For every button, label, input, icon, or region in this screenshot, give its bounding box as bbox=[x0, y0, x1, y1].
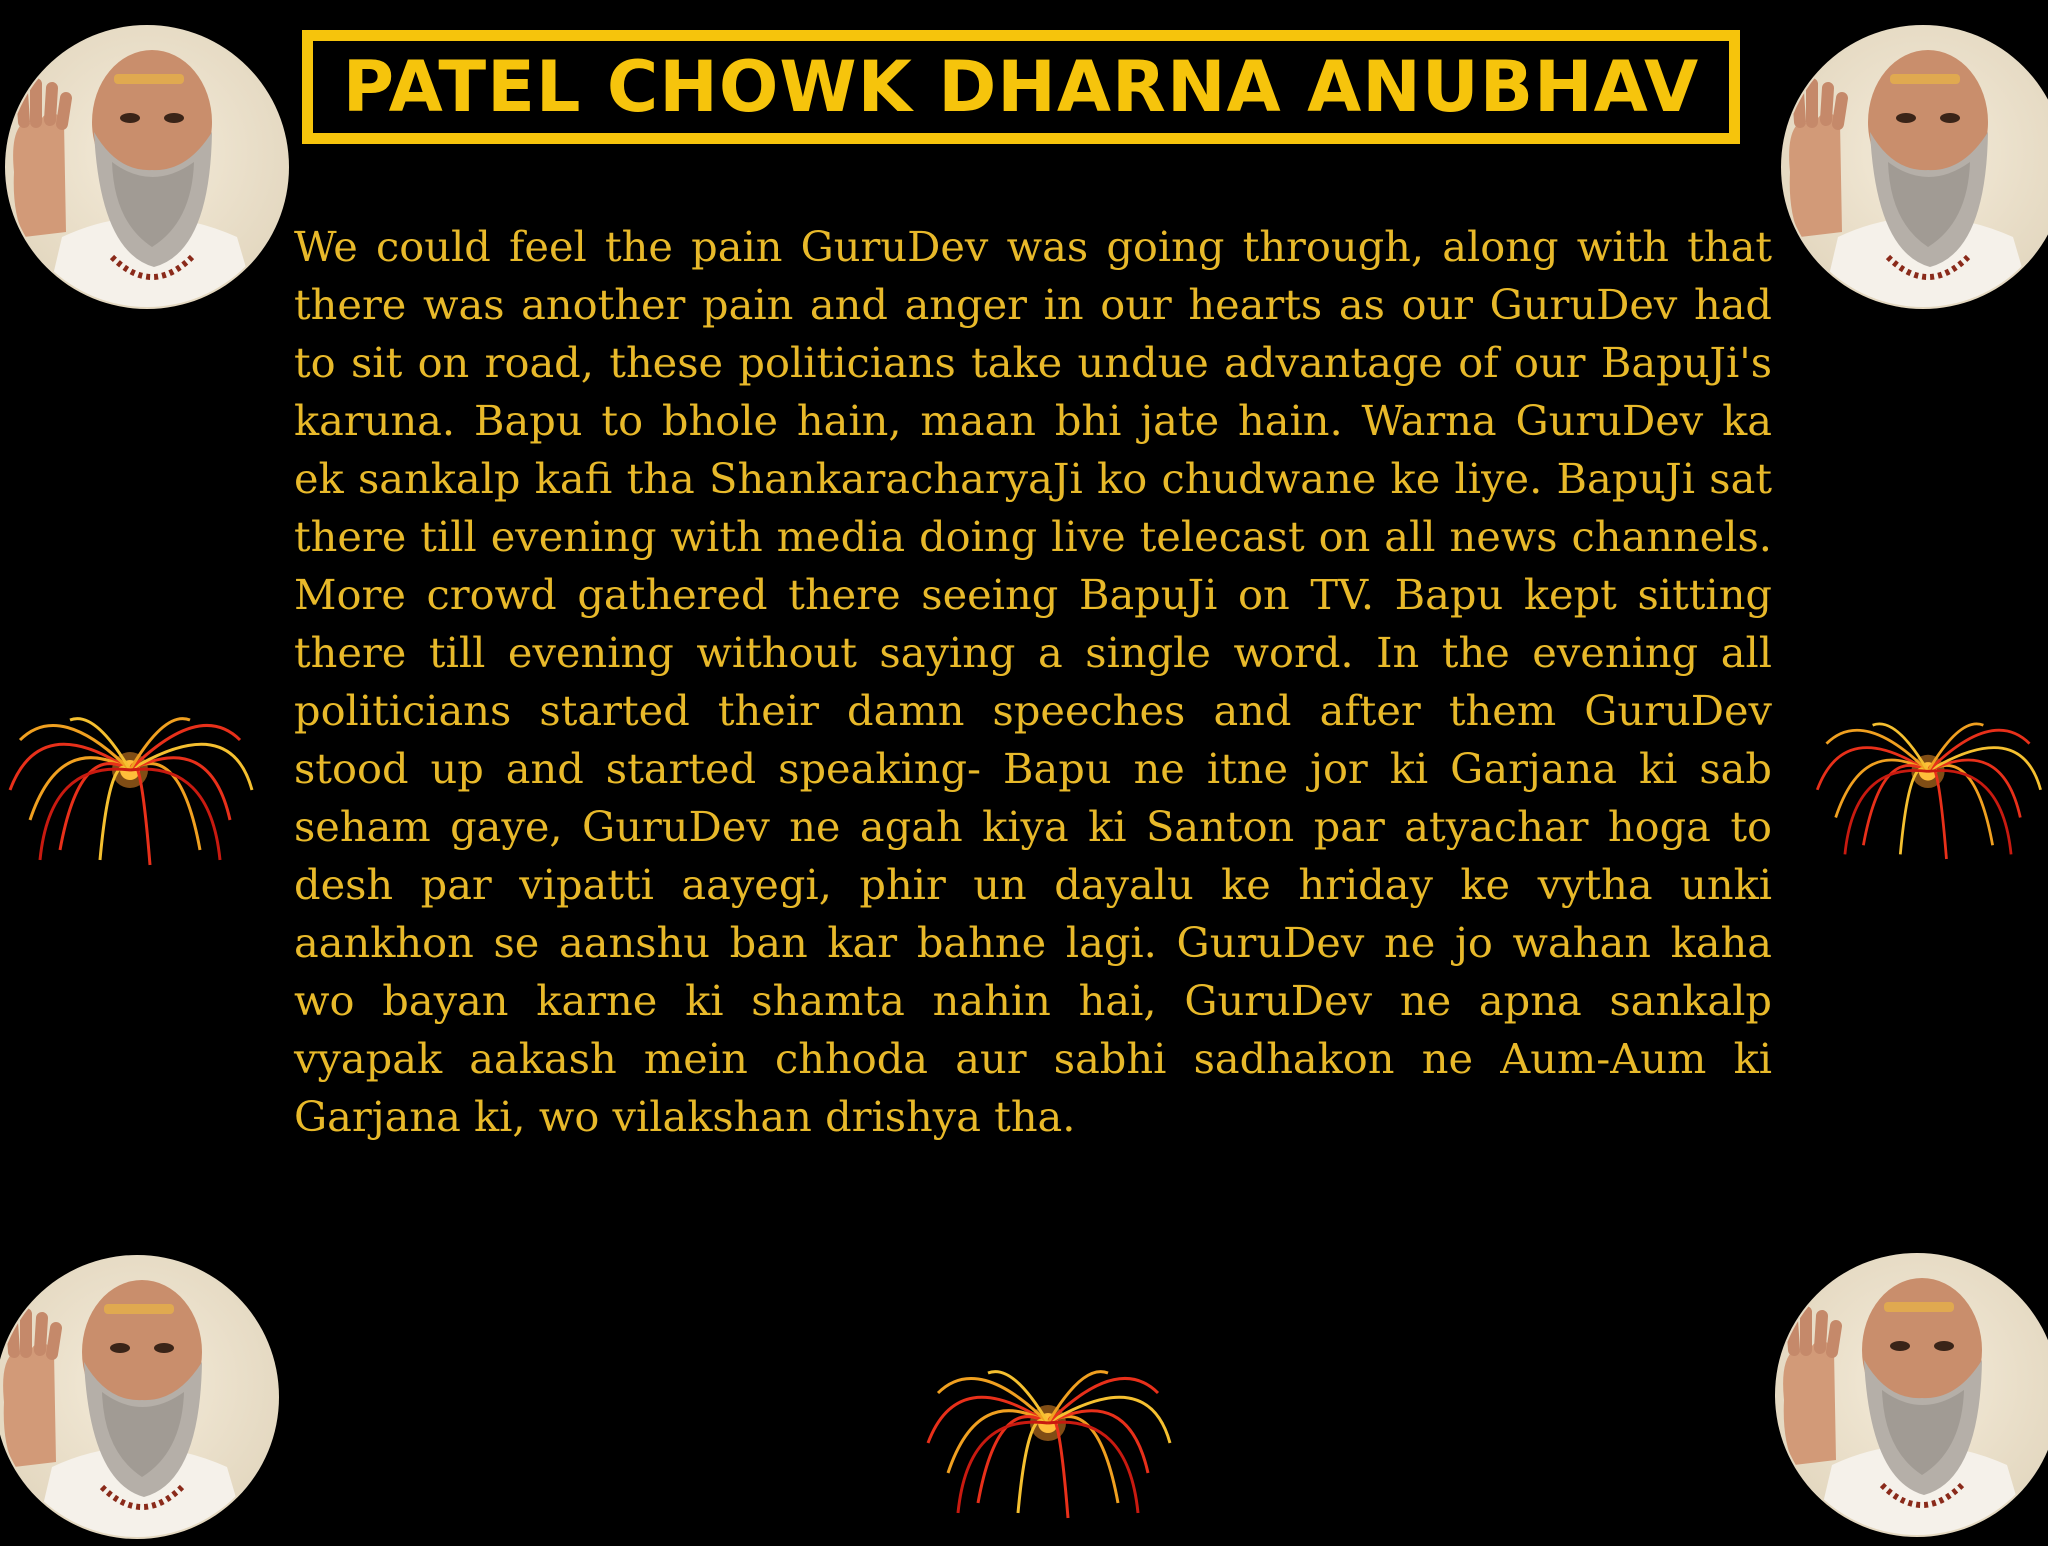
portrait-icon bbox=[2, 22, 292, 312]
portrait-icon bbox=[1778, 22, 2048, 312]
firework-icon bbox=[918, 1345, 1178, 1536]
firework-left bbox=[0, 700, 260, 879]
title-box bbox=[302, 30, 1740, 144]
firework-right bbox=[1808, 700, 2048, 879]
firework-icon bbox=[0, 700, 260, 875]
portrait-top-right bbox=[1778, 22, 2048, 312]
firework-icon bbox=[1808, 700, 2048, 875]
portrait-top-left bbox=[2, 22, 292, 312]
portrait-icon bbox=[0, 1252, 282, 1542]
page-title: PATEL CHOWK DHARNA ANUBHAV bbox=[342, 46, 1700, 128]
portrait-bottom-right bbox=[1772, 1250, 2048, 1540]
portrait-icon bbox=[1772, 1250, 2048, 1540]
firework-bottom-center bbox=[918, 1345, 1178, 1540]
portrait-bottom-left bbox=[0, 1252, 282, 1542]
body-paragraph: We could feel the pain GuruDev was going through, along with that there was another pain and anger in our hearts as our GuruDev had to sit on road, these politicians take undue advantage of our BapuJi's karuna. Bapu to bhole hain, maan bhi jate hain. Warna GuruDev ka ek sankalp kafi tha ShankaracharyaJi ko chudwane ke liye. BapuJi sat there till evening with media doing live telecast on all news channels. More crowd gathered there seeing BapuJi on TV. Bapu kept sitting there till evening without saying a single word. In the evening all politicians started their damn speeches and after them GuruDev stood up and started speaking- Bapu ne itne jor ki Garjana ki sab seham gaye, GuruDev ne agah kiya ki Santon par atyachar hoga to desh par vipatti aayegi, phir un dayalu ke hriday ke vytha unki aankhon se aanshu ban kar bahne lagi. GuruDev ne jo wahan kaha wo bayan karne ki shamta nahin hai, GuruDev ne apna sankalp vyapak aakash mein chhoda aur sabhi sadhakon ne Aum-Aum ki Garjana ki, wo vilakshan drishya tha. bbox=[294, 222, 1772, 1141]
